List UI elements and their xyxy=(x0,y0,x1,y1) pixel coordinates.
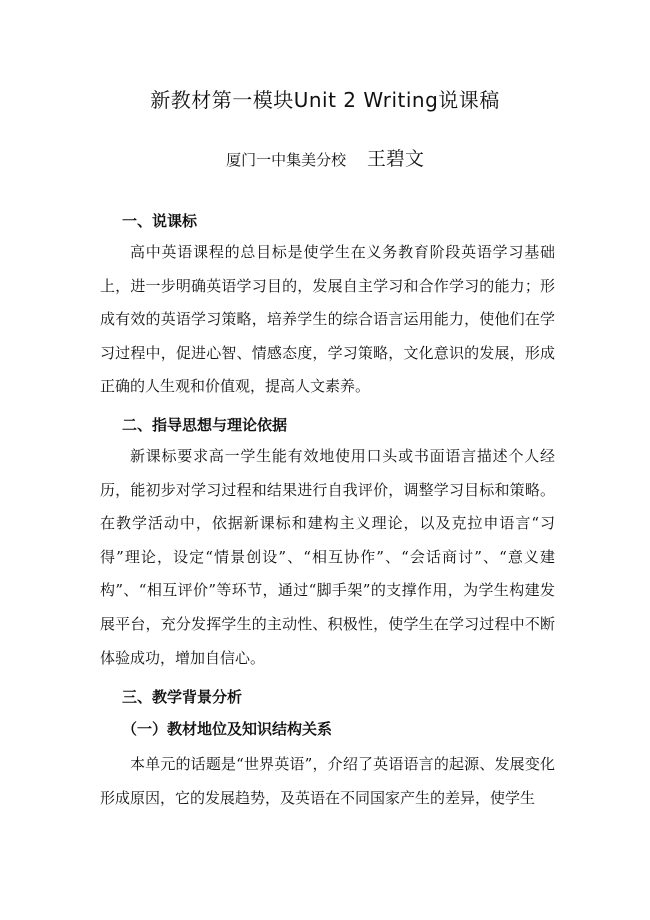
section-2-paragraph: 新课标要求高一学生能有效地使用口头或书面语言描述个人经历，能初步对学习过程和结果进行自我评价，调整学习目标和策略。在教学活动中，依据新课标和建构主义理论，以及克拉申语言“习得”理论，设定“情景创设”、“相互协作”、“会话商讨”、“意义建构”、“相互评价”等环节，通过“脚手架”的支撑作用，为学生构建发展平台，充分发挥学生的主动性、积极性，使学生在学习过程中不断体验成功，增加自信心。 xyxy=(100,447,555,667)
section-1-paragraph: 高中英语课程的总目标是使学生在义务教育阶段英语学习基础上，进一步明确英语学习目的，发展自主学习和合作学习的能力；形成有效的英语学习策略，培养学生的综合语言运用能力，使他们在学习过程中，促进心智、情感态度，学习策略，文化意识的发展，形成正确的人生观和价值观，提高人文素养。 xyxy=(100,243,555,396)
section-3-heading: 三、教学背景分析 xyxy=(122,688,243,706)
section-3-paragraph: 本单元的话题是“世界英语”，介绍了英语语言的起源、发展变化形成原因，它的发展趋势，及英语在不同国家产生的差异，使学生 xyxy=(100,755,555,807)
section-2-heading: 二、指导思想与理论依据 xyxy=(122,416,288,434)
section-3-subheading: （一）教材地位及知识结构关系 xyxy=(122,720,333,738)
author-name: 王碧文 xyxy=(366,148,424,170)
author-line xyxy=(0,144,650,171)
section-1-heading: 一、说课标 xyxy=(122,212,198,230)
author-school: 厦门一中集美分校 xyxy=(226,151,347,169)
document-title: 新教材第一模块Unit 2 Writing说课稿 xyxy=(150,88,500,112)
